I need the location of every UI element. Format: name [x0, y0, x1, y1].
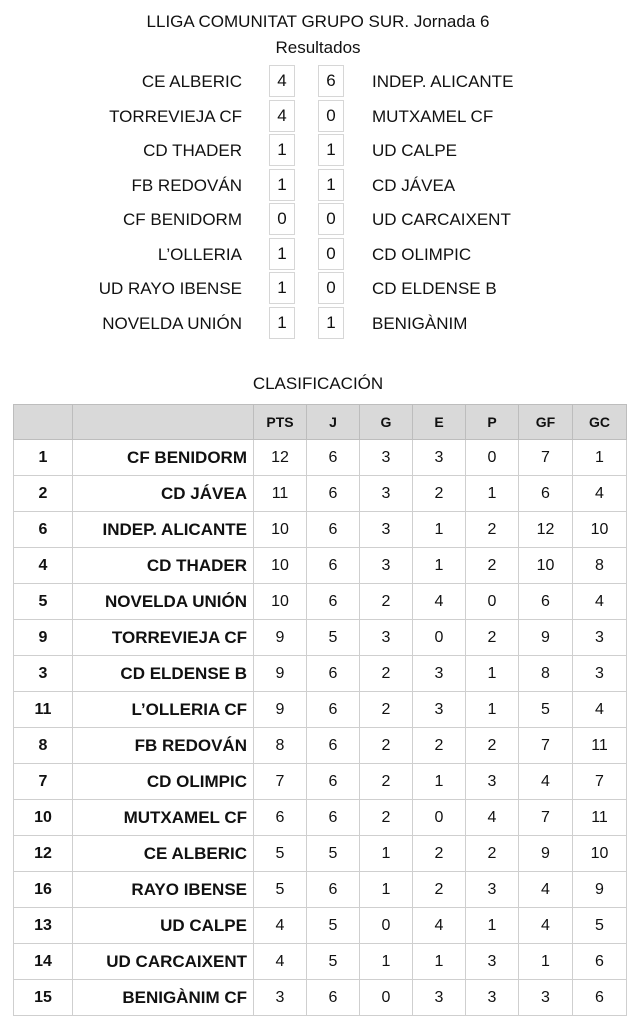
stat-cell: 2 — [360, 800, 413, 836]
stat-cell: 12 — [254, 440, 307, 476]
position-cell: 5 — [14, 584, 73, 620]
stat-cell: 5 — [307, 620, 360, 656]
match-row — [0, 168, 636, 202]
away-team: BENIGÀNIM — [372, 313, 468, 333]
stat-cell: 3 — [360, 620, 413, 656]
team-name-cell: UD CARCAIXENT — [73, 944, 254, 980]
match-row — [0, 64, 636, 98]
standings-table — [13, 404, 627, 1016]
table-row — [14, 872, 627, 908]
away-team: UD CALPE — [372, 141, 458, 160]
stat-cell: 3 — [413, 692, 466, 728]
stat-cell: 4 — [573, 584, 627, 620]
stat-cell: 7 — [519, 728, 573, 764]
stat-cell: 6 — [307, 728, 360, 764]
stat-cell: 2 — [466, 548, 519, 584]
stat-cell: 2 — [360, 692, 413, 728]
stat-cell: 1 — [360, 944, 413, 980]
table-row — [14, 656, 627, 692]
stat-cell: 3 — [360, 548, 413, 584]
position-cell: 13 — [14, 908, 73, 944]
stat-cell: 4 — [573, 476, 627, 512]
stat-cell: 6 — [573, 944, 627, 980]
stat-cell: 3 — [413, 980, 466, 1016]
stat-cell: 3 — [360, 440, 413, 476]
table-row — [14, 944, 627, 980]
column-header: GC — [573, 405, 627, 440]
team-name-cell: CD ELDENSE B — [73, 656, 254, 692]
position-cell: 11 — [14, 692, 73, 728]
team-name-cell: INDEP. ALICANTE — [73, 512, 254, 548]
stat-cell: 5 — [254, 836, 307, 872]
column-header: E — [413, 405, 466, 440]
stat-cell: 1 — [466, 656, 519, 692]
team-name-cell: MUTXAMEL CF — [73, 800, 254, 836]
away-team: CD JÁVEA — [372, 175, 456, 195]
home-team: TORREVIEJA CF — [109, 106, 242, 126]
stat-cell: 7 — [254, 764, 307, 800]
stat-cell: 4 — [519, 764, 573, 800]
home-score: 1 — [269, 307, 295, 339]
stat-cell: 9 — [519, 836, 573, 872]
stat-cell: 2 — [466, 620, 519, 656]
stat-cell: 5 — [307, 836, 360, 872]
stat-cell: 2 — [360, 728, 413, 764]
stat-cell: 0 — [466, 584, 519, 620]
table-row — [14, 548, 627, 584]
stat-cell: 6 — [307, 584, 360, 620]
stat-cell: 2 — [360, 656, 413, 692]
stat-cell: 8 — [573, 548, 627, 584]
results-subtitle: Resultados — [275, 38, 361, 57]
stat-cell: 6 — [307, 800, 360, 836]
away-team: CD OLIMPIC — [372, 244, 472, 264]
team-name-cell: RAYO IBENSE — [73, 872, 254, 908]
stat-cell: 1 — [360, 836, 413, 872]
stat-cell: 1 — [573, 440, 627, 476]
stat-cell: 7 — [519, 800, 573, 836]
page-title: LLIGA COMUNITAT GRUPO SUR. Jornada 6 — [146, 12, 490, 31]
home-score: 0 — [269, 203, 295, 235]
stat-cell: 3 — [360, 512, 413, 548]
stat-cell: 6 — [254, 800, 307, 836]
home-score: 1 — [269, 169, 295, 201]
away-team: CD ELDENSE B — [372, 279, 497, 298]
stat-cell: 4 — [519, 908, 573, 944]
stat-cell: 8 — [254, 728, 307, 764]
team-name-cell: TORREVIEJA CF — [73, 620, 254, 656]
away-score: 6 — [318, 65, 344, 97]
table-row — [14, 476, 627, 512]
stat-cell: 3 — [573, 620, 627, 656]
home-team: L’OLLERIA — [157, 244, 242, 264]
table-row — [14, 800, 627, 836]
standings-body — [14, 440, 627, 1016]
stat-cell: 2 — [413, 836, 466, 872]
team-name-cell: FB REDOVÁN — [73, 728, 254, 764]
stat-cell: 7 — [573, 764, 627, 800]
stat-cell: 1 — [466, 692, 519, 728]
column-header: PTS — [254, 405, 307, 440]
away-score: 1 — [318, 134, 344, 166]
stat-cell: 1 — [466, 908, 519, 944]
position-cell: 2 — [14, 476, 73, 512]
stat-cell: 2 — [466, 512, 519, 548]
stat-cell: 9 — [573, 872, 627, 908]
away-score: 0 — [318, 272, 344, 304]
stat-cell: 9 — [519, 620, 573, 656]
stat-cell: 3 — [519, 980, 573, 1016]
stat-cell: 6 — [307, 872, 360, 908]
team-name-cell: CD OLIMPIC — [73, 764, 254, 800]
match-row — [0, 99, 636, 133]
stat-cell: 4 — [254, 908, 307, 944]
team-name-cell: CE ALBERIC — [73, 836, 254, 872]
stat-cell: 2 — [360, 764, 413, 800]
team-name-cell: BENIGÀNIM CF — [73, 980, 254, 1016]
stat-cell: 11 — [573, 800, 627, 836]
match-row — [0, 202, 636, 236]
stat-cell: 1 — [519, 944, 573, 980]
match-row — [0, 237, 636, 271]
table-row — [14, 764, 627, 800]
stat-cell: 6 — [519, 476, 573, 512]
position-cell: 15 — [14, 980, 73, 1016]
stat-cell: 1 — [466, 476, 519, 512]
stat-cell: 6 — [307, 440, 360, 476]
column-header: GF — [519, 405, 573, 440]
team-name-cell: CF BENIDORM — [73, 440, 254, 476]
stat-cell: 5 — [573, 908, 627, 944]
stat-cell: 6 — [307, 980, 360, 1016]
stat-cell: 1 — [413, 764, 466, 800]
away-team: INDEP. ALICANTE — [372, 72, 514, 91]
stat-cell: 4 — [413, 908, 466, 944]
table-row — [14, 512, 627, 548]
table-row — [14, 692, 627, 728]
stat-cell: 3 — [573, 656, 627, 692]
away-score: 1 — [318, 307, 344, 339]
stat-cell: 10 — [573, 836, 627, 872]
stat-cell: 5 — [519, 692, 573, 728]
stat-cell: 2 — [413, 728, 466, 764]
home-score: 1 — [269, 134, 295, 166]
team-name-cell: L’OLLERIA CF — [73, 692, 254, 728]
home-score: 4 — [269, 65, 295, 97]
stat-cell: 0 — [413, 620, 466, 656]
stat-cell: 2 — [413, 476, 466, 512]
away-team: UD CARCAIXENT — [372, 210, 511, 229]
stat-cell: 4 — [466, 800, 519, 836]
stat-cell: 2 — [413, 872, 466, 908]
table-row — [14, 728, 627, 764]
stat-cell: 10 — [254, 584, 307, 620]
stat-cell: 3 — [466, 872, 519, 908]
stat-cell: 12 — [519, 512, 573, 548]
position-cell: 1 — [14, 440, 73, 476]
stat-cell: 0 — [360, 980, 413, 1016]
stat-cell: 0 — [466, 440, 519, 476]
home-team: CE ALBERIC — [141, 72, 242, 91]
stat-cell: 5 — [254, 872, 307, 908]
team-name-cell: CD JÁVEA — [73, 476, 254, 512]
home-team: CD THADER — [143, 141, 242, 160]
table-row — [14, 980, 627, 1016]
stat-cell: 6 — [307, 512, 360, 548]
stat-cell: 3 — [466, 764, 519, 800]
away-team: MUTXAMEL CF — [372, 106, 494, 126]
stat-cell: 4 — [413, 584, 466, 620]
table-row — [14, 836, 627, 872]
stat-cell: 3 — [413, 656, 466, 692]
standings-title: CLASIFICACIÓN — [252, 374, 384, 393]
stat-cell: 4 — [519, 872, 573, 908]
team-name-cell: CD THADER — [73, 548, 254, 584]
stat-cell: 1 — [413, 548, 466, 584]
stat-cell: 3 — [413, 440, 466, 476]
stat-cell: 6 — [307, 548, 360, 584]
column-header — [14, 405, 73, 440]
stat-cell: 3 — [254, 980, 307, 1016]
position-cell: 3 — [14, 656, 73, 692]
home-team: UD RAYO IBENSE — [98, 279, 242, 298]
team-name-cell: UD CALPE — [73, 908, 254, 944]
table-row — [14, 440, 627, 476]
stat-cell: 2 — [466, 836, 519, 872]
home-team: FB REDOVÁN — [131, 175, 242, 195]
home-score: 1 — [269, 238, 295, 270]
stat-cell: 1 — [413, 944, 466, 980]
away-score: 0 — [318, 238, 344, 270]
position-cell: 8 — [14, 728, 73, 764]
stat-cell: 10 — [573, 512, 627, 548]
home-score: 4 — [269, 100, 295, 132]
position-cell: 12 — [14, 836, 73, 872]
stat-cell: 2 — [360, 584, 413, 620]
stat-cell: 6 — [307, 656, 360, 692]
stat-cell: 4 — [573, 692, 627, 728]
stat-cell: 3 — [466, 944, 519, 980]
stat-cell: 7 — [519, 440, 573, 476]
position-cell: 9 — [14, 620, 73, 656]
stat-cell: 5 — [307, 944, 360, 980]
stat-cell: 11 — [573, 728, 627, 764]
home-team: CF BENIDORM — [123, 210, 242, 229]
standings-header-row — [14, 405, 627, 440]
stat-cell: 3 — [360, 476, 413, 512]
stat-cell: 11 — [254, 476, 307, 512]
match-row — [0, 306, 636, 340]
stat-cell: 6 — [519, 584, 573, 620]
stat-cell: 6 — [307, 692, 360, 728]
match-row — [0, 271, 636, 305]
column-header: P — [466, 405, 519, 440]
away-score: 0 — [318, 100, 344, 132]
stat-cell: 9 — [254, 692, 307, 728]
stat-cell: 8 — [519, 656, 573, 692]
position-cell: 14 — [14, 944, 73, 980]
table-row — [14, 584, 627, 620]
stat-cell: 9 — [254, 656, 307, 692]
away-score: 1 — [318, 169, 344, 201]
home-score: 1 — [269, 272, 295, 304]
position-cell: 16 — [14, 872, 73, 908]
column-header — [73, 405, 254, 440]
team-name-cell: NOVELDA UNIÓN — [73, 584, 254, 620]
position-cell: 7 — [14, 764, 73, 800]
column-header: J — [307, 405, 360, 440]
stat-cell: 5 — [307, 908, 360, 944]
stat-cell: 6 — [307, 764, 360, 800]
stat-cell: 6 — [307, 476, 360, 512]
position-cell: 6 — [14, 512, 73, 548]
stat-cell: 9 — [254, 620, 307, 656]
column-header: G — [360, 405, 413, 440]
stat-cell: 3 — [466, 980, 519, 1016]
stat-cell: 4 — [254, 944, 307, 980]
stat-cell: 10 — [254, 512, 307, 548]
position-cell: 4 — [14, 548, 73, 584]
table-row — [14, 908, 627, 944]
position-cell: 10 — [14, 800, 73, 836]
away-score: 0 — [318, 203, 344, 235]
stat-cell: 0 — [413, 800, 466, 836]
stat-cell: 1 — [413, 512, 466, 548]
table-row — [14, 620, 627, 656]
stat-cell: 6 — [573, 980, 627, 1016]
stat-cell: 10 — [254, 548, 307, 584]
stat-cell: 1 — [360, 872, 413, 908]
stat-cell: 2 — [466, 728, 519, 764]
match-row — [0, 133, 636, 167]
home-team: NOVELDA UNIÓN — [102, 313, 242, 333]
stat-cell: 0 — [360, 908, 413, 944]
stat-cell: 10 — [519, 548, 573, 584]
